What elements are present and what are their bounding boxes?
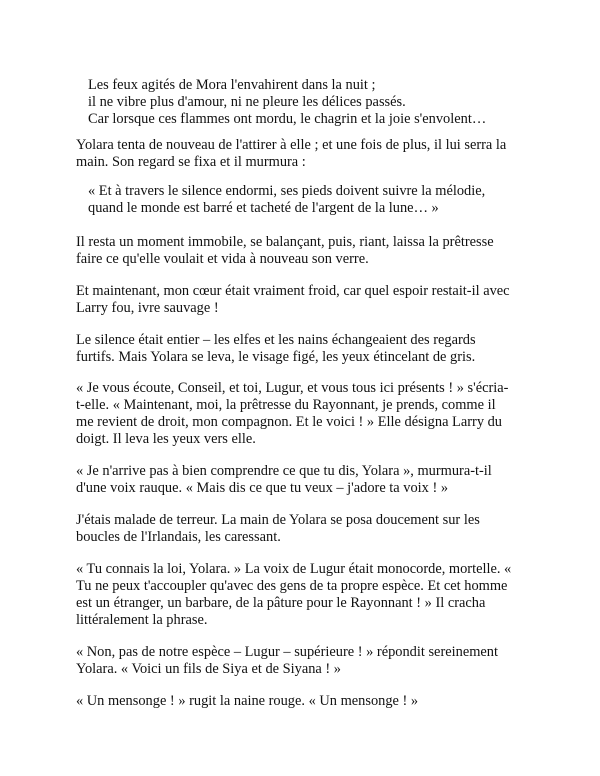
paragraph-line: d'une voix rauque. « Mais dis ce que tu veux – j'adore ta voix ! »	[76, 480, 449, 496]
paragraph-line: Tu ne peux t'accoupler qu'avec des gens de ta propre espèce. Et cet homme	[76, 578, 508, 594]
paragraph-line: Et maintenant, mon cœur était vraiment froid, car quel espoir restait-il avec	[76, 283, 510, 299]
verse-line: Car lorsque ces flammes ont mordu, le chagrin et la joie s'envolent…	[88, 111, 487, 127]
paragraph-line: furtifs. Mais Yolara se leva, le visage figé, les yeux étincelant de gris.	[76, 349, 476, 365]
paragraph-line: Il resta un moment immobile, se balançant, puis, riant, laissa la prêtresse	[76, 234, 494, 250]
paragraph-line: me revient de droit, mon compagnon. Et le voici ! » Elle désigna Larry du	[76, 414, 502, 430]
paragraph-line: J'étais malade de terreur. La main de Yolara se posa doucement sur les	[76, 512, 480, 528]
paragraph-line: « Non, pas de notre espèce – Lugur – supérieure ! » répondit sereinement	[76, 644, 498, 660]
paragraph-line: « Je vous écoute, Conseil, et toi, Lugur, et vous tous ici présents ! » s'écria-	[76, 380, 509, 396]
paragraph-line: t-elle. « Maintenant, moi, la prêtresse du Rayonnant, je prends, comme il	[76, 397, 496, 413]
paragraph-line: est un étranger, un barbare, de la pâture pour le Rayonnant ! » Il cracha	[76, 595, 486, 611]
verse-line: quand le monde est barré et tacheté de l'argent de la lune… »	[88, 200, 439, 216]
paragraph-line: faire ce qu'elle voulait et vida à nouveau son verre.	[76, 251, 369, 267]
verse-line: « Et à travers le silence endormi, ses pieds doivent suivre la mélodie,	[88, 183, 486, 199]
verse-line: Les feux agités de Mora l'envahirent dans la nuit ;	[88, 77, 376, 93]
paragraph-line: Yolara tenta de nouveau de l'attirer à elle ; et une fois de plus, il lui serra la	[76, 137, 507, 153]
paragraph-line: « Un mensonge ! » rugit la naine rouge. « Un mensonge ! »	[76, 693, 419, 709]
paragraph-line: « Tu connais la loi, Yolara. » La voix de Lugur était monocorde, mortelle. «	[76, 561, 512, 577]
paragraph-line: Le silence était entier – les elfes et les nains échangeaient des regards	[76, 332, 476, 348]
paragraph-line: Larry fou, ivre sauvage !	[76, 300, 219, 316]
paragraph-line: littéralement la phrase.	[76, 612, 208, 628]
paragraph-line: Yolara. « Voici un fils de Siya et de Siyana ! »	[76, 661, 342, 677]
paragraph-line: boucles de l'Irlandais, les caressant.	[76, 529, 281, 545]
paragraph-line: main. Son regard se fixa et il murmura :	[76, 154, 306, 170]
verse-line: il ne vibre plus d'amour, ni ne pleure les délices passés.	[88, 94, 406, 110]
paragraph-line: doigt. Il leva les yeux vers elle.	[76, 431, 256, 447]
paragraph-line: « Je n'arrive pas à bien comprendre ce que tu dis, Yolara », murmura-t-il	[76, 463, 492, 479]
